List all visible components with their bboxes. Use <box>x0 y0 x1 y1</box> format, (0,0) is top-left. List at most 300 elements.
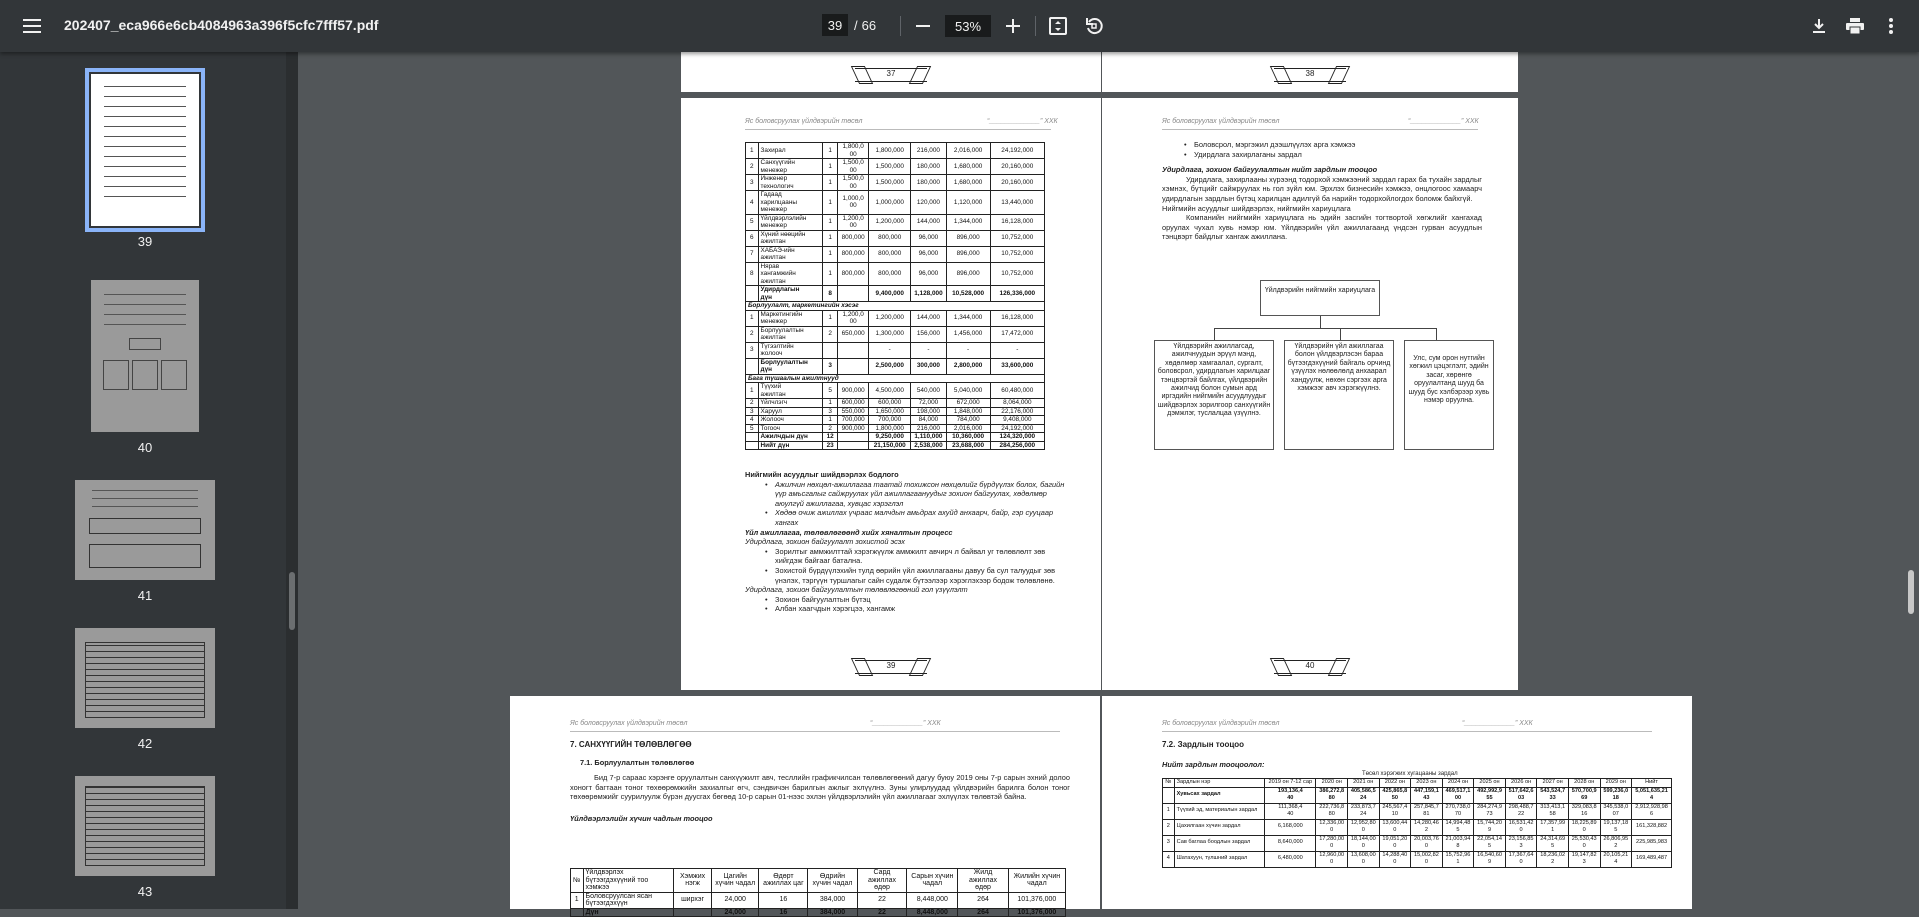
table-cell: 144,000 <box>911 310 947 326</box>
table-cell: 5 <box>823 383 838 399</box>
page-number-input[interactable] <box>822 14 848 36</box>
table-cell <box>837 342 868 358</box>
viewer-scrollbar-thumb[interactable] <box>1908 570 1914 614</box>
page-header-right: “_____________” ХХК <box>987 118 1058 125</box>
table-cell: 1,848,000 <box>946 407 990 416</box>
table-cell-label: Тогооч <box>758 424 823 433</box>
table-cell <box>746 286 759 302</box>
table-cell <box>823 342 838 358</box>
table-cell: 12 <box>823 433 838 442</box>
menu-button[interactable] <box>14 8 50 44</box>
table-cell: 9,400,000 <box>869 286 911 302</box>
table-cell-label: Ажилчдын дүн <box>758 433 823 442</box>
page-header-left: Яс боловсруулах үйлдвэрийн төсөл <box>1162 118 1280 125</box>
table-cell-label: Жолооч <box>758 416 823 425</box>
table-cell: 169,489,487 <box>1632 851 1672 867</box>
table-cell-label: Нийт дүн <box>758 441 823 450</box>
plus-icon <box>1006 19 1020 33</box>
table-cell: 12,960,00 0 <box>1316 851 1348 867</box>
table-cell: 469,517,1 00 <box>1442 787 1474 803</box>
page-number: 40 <box>1305 661 1315 670</box>
table-cell: 24,000 <box>711 908 759 917</box>
table-cell: 22,176,000 <box>990 407 1044 416</box>
thumbnail-label: 43 <box>137 884 153 899</box>
table-cell: 16,128,000 <box>990 214 1044 230</box>
table-row <box>746 342 1045 358</box>
table-cell: Өдөрт ажиллах цаг <box>759 869 808 893</box>
thumbnail-image <box>75 628 215 728</box>
table-cell: 700,000 <box>837 416 868 425</box>
document-viewer <box>298 52 1919 916</box>
thumbnail-label: 40 <box>137 440 153 455</box>
table-cell: 13,440,000 <box>990 191 1044 215</box>
table-cell: 5 <box>746 214 759 230</box>
table-cell: 10,360,000 <box>946 433 990 442</box>
table-row <box>746 358 1045 374</box>
table-cell: 144,000 <box>911 214 947 230</box>
table-cell: 1,200,0 00 <box>837 214 868 230</box>
bullet: • Удирдлага захирлаганы зардал <box>1182 150 1482 160</box>
bullet: • Зорилтыг аммжилттай хэрэгжүүлж аммжилт авчирч л байвал уг төлөвлөлт зөв хийгдэж байгааг батална. <box>763 547 1065 566</box>
table-row <box>1163 835 1672 851</box>
table-cell-label: ХАБАЭ-ийн ажилтан <box>758 246 823 262</box>
table-cell: 270,738,0 70 <box>1442 803 1474 819</box>
table-cell: 20,003,76 0 <box>1411 835 1443 851</box>
table-cell: 17,472,000 <box>990 326 1044 342</box>
bullet: • Зохион байгуулалтын бүтэц <box>763 595 1065 605</box>
table-cell: 5,051,635,21 4 <box>1632 787 1672 803</box>
table-cell <box>837 286 868 302</box>
table-cell: 386,272,8 80 <box>1316 787 1348 803</box>
print-button[interactable] <box>1837 8 1873 44</box>
table-cell: 298,488,7 22 <box>1505 803 1537 819</box>
table-cell: 3 <box>1163 835 1175 851</box>
table-cell: 17,367,64 0 <box>1505 851 1537 867</box>
page-separator: / <box>854 17 858 33</box>
table-cell: 1 <box>823 230 838 246</box>
thumbnail-page-39[interactable] <box>0 74 290 249</box>
subheading: Удирдлага, зохион байгуулалт зохистой эсэх <box>745 537 905 547</box>
table-row <box>1163 787 1672 803</box>
table-cell: № <box>571 869 584 893</box>
table-cell: 800,000 <box>869 230 911 246</box>
thumbnail-label: 42 <box>137 736 153 751</box>
table-cell: 1,500,0 00 <box>837 159 868 175</box>
table-cell: Жилийн хүчин чадал <box>1008 869 1065 893</box>
table-cell: 22,054,14 5 <box>1474 835 1506 851</box>
table-cell: 8,448,000 <box>907 892 958 908</box>
table-cell: 1 <box>1163 803 1175 819</box>
section-heading: 7.2. Зардлын тооцоо <box>1162 740 1245 749</box>
table-cell: 180,000 <box>911 159 947 175</box>
table-cell: 2,016,000 <box>946 424 990 433</box>
table-cell: 650,000 <box>837 326 868 342</box>
capacity-table <box>570 868 1066 917</box>
table-cell: 1,110,000 <box>911 433 947 442</box>
table-cell: № <box>1163 779 1175 788</box>
table-cell: 1,800,000 <box>869 143 911 159</box>
thumbnail-page-42[interactable] <box>0 628 290 751</box>
table-cell: 126,336,000 <box>990 286 1044 302</box>
table-cell: 16,540,60 9 <box>1474 851 1506 867</box>
table-cell: 3 <box>746 407 759 416</box>
table-cell: 800,000 <box>869 262 911 286</box>
table-cell: 180,000 <box>911 175 947 191</box>
table-cell: 72,000 <box>911 399 947 408</box>
page-number-badge <box>1274 658 1346 676</box>
table-cell: 23,156,85 3 <box>1505 835 1537 851</box>
table-cell: - <box>990 342 1044 358</box>
paragraph: Бид 7-р сараас хэрэнге оруулалтын санхүүжилт авч, тесллийн графикчилсан төлөвлөгөөний дагуу буюу 2019 оны 7-р сарын эхний долоо хоногт багтаан тоног төхөөрөмжийн захиалгыг өгч, сэндвичэн барилгын ажлыг эхлүүлнэ. Зуны улирлуудад үйлдвэрийн барилга болон тоног төхөөрөмжийг суурилуулж бүрэн дуусгах бөгөөд 10-р сарын 01-нээс эхлэн үйлдвэрлэлийн үйл ажиллагааг эхлүүлэх төлөвтэй байна. <box>570 773 1070 802</box>
table-row <box>746 143 1045 159</box>
table-cell-label: Түүхий эд, материалын зардал <box>1174 803 1265 819</box>
table-cell: 1,128,000 <box>911 286 947 302</box>
table-cell: 8 <box>746 262 759 286</box>
table-cell: 1 <box>823 310 838 326</box>
table-cell: 3 <box>823 358 838 374</box>
table-cell-label: Борлуулалтын ажилтан <box>758 326 823 342</box>
minus-icon <box>916 19 930 33</box>
table-cell: 896,000 <box>946 230 990 246</box>
table-cell: 284,256,000 <box>990 441 1044 450</box>
table-cell: 1,500,000 <box>869 159 911 175</box>
table-cell: 1,800,000 <box>869 424 911 433</box>
table-cell: 2022 он <box>1379 779 1411 788</box>
table-cell: 6,480,000 <box>1265 851 1316 867</box>
table-section-row <box>746 302 1045 311</box>
table-cell: 24,000 <box>711 892 759 908</box>
section-heading: Нийгмийн асуудлыг шийдвэрлэх бодлого <box>745 470 899 479</box>
table-cell: 800,000 <box>837 230 868 246</box>
menu-icon <box>23 19 41 33</box>
table-cell: 329,083,8 16 <box>1568 803 1600 819</box>
page-header-right: “_____________” ХХК <box>870 720 941 727</box>
table-cell-label: Борлуулалтын дүн <box>758 358 823 374</box>
table-cell: Нийт <box>1632 779 1672 788</box>
table-cell: 1,000,0 00 <box>837 191 868 215</box>
table-row <box>746 230 1045 246</box>
table-cell: 2 <box>823 424 838 433</box>
table-row <box>746 159 1045 175</box>
pdf-page-38 <box>1102 52 1518 92</box>
table-cell: - <box>869 342 911 358</box>
table-cell: 570,700,9 69 <box>1568 787 1600 803</box>
table-cell: 1,000,000 <box>869 191 911 215</box>
table-cell-label: Боловсруулсан ясан бүтээгдэхүүн <box>583 892 674 908</box>
table-cell: 2029 он <box>1600 779 1632 788</box>
chart-box-employees: Үйлдвэрийн ажиллагсад, ажилчнуудын эрүүл мэнд, хөдөлмөр хамгаалал, сургалт, боловсрол, удирдлагын харилцааг тэнцвэртэй байлгах, үйлдвэрийн ажилчид болон сумын ард иргэдийн нийгмийн асуудлуудыг шийдвэрлэх зорилгоор санхүүгийн дэмжлэг, туслалцаа үзүүлнэ. <box>1154 340 1274 450</box>
page-number-badge <box>1274 66 1346 84</box>
table-cell: 300,000 <box>911 358 947 374</box>
table-cell: - <box>911 342 947 358</box>
table-cell: 20,160,000 <box>990 159 1044 175</box>
table-cell: 264 <box>958 908 1008 917</box>
table-cell: 24,314,69 5 <box>1537 835 1569 851</box>
pdf-page-41 <box>510 696 1100 916</box>
table-cell: 2025 он <box>1474 779 1506 788</box>
download-button[interactable] <box>1801 8 1837 44</box>
table-cell-label: Санхүүгийн менежер <box>758 159 823 175</box>
table-cell: 16 <box>759 908 808 917</box>
table-row <box>746 286 1045 302</box>
table-cell: 2019 он 7-12 сар <box>1265 779 1316 788</box>
zoom-input[interactable] <box>945 15 991 37</box>
page-number-badge <box>855 658 927 676</box>
table-cell <box>837 441 868 450</box>
table-cell: 8,064,000 <box>990 399 1044 408</box>
page-header-right: “_____________” ХХК <box>1462 720 1533 727</box>
table-cell: 14,994,48 5 <box>1442 819 1474 835</box>
table-cell: 1,800,0 00 <box>837 143 868 159</box>
table-cell: 14,280,46 2 <box>1411 819 1443 835</box>
table-cell: 900,000 <box>837 424 868 433</box>
table-cell: 10,752,000 <box>990 246 1044 262</box>
table-cell: 1 <box>823 143 838 159</box>
table-cell: 84,000 <box>911 416 947 425</box>
subheading: Удирдлага, зохион байгуулалтын төлөвлөгөөний гол үзүүлэлт <box>745 585 968 595</box>
table-cell <box>746 441 759 450</box>
table-row <box>571 908 1066 917</box>
table-cell: Хэмжих нэгж <box>674 869 712 893</box>
page-header-left: Яс боловсруулах үйлдвэрийн төсөл <box>745 118 863 125</box>
table-row <box>1163 779 1672 788</box>
table-cell-label: Удирдлагын дүн <box>758 286 823 302</box>
rotate-icon <box>1085 17 1103 35</box>
table-cell: 543,524,7 33 <box>1537 787 1569 803</box>
table-cell <box>837 433 868 442</box>
table-cell: 19,137,18 5 <box>1600 819 1632 835</box>
table-cell: 12,336,00 0 <box>1316 819 1348 835</box>
zoom-out-button[interactable] <box>905 8 941 44</box>
table-cell: 2 <box>746 326 759 342</box>
table-cell: 1 <box>746 383 759 399</box>
table-cell: 1,500,000 <box>869 175 911 191</box>
thumbnail-page-43[interactable] <box>0 776 290 899</box>
table-cell <box>571 908 584 917</box>
table-cell: 284,274,9 73 <box>1474 803 1506 819</box>
table-cell: 33,600,000 <box>990 358 1044 374</box>
table-cell: 672,000 <box>946 399 990 408</box>
table-cell: 3 <box>823 407 838 416</box>
table-cell: 18,144,00 0 <box>1348 835 1380 851</box>
table-cell: 2 <box>746 399 759 408</box>
sidebar-scrollbar-thumb[interactable] <box>289 572 295 630</box>
page-header-left: Яс боловсруулах үйлдвэрийн төсөл <box>570 720 688 727</box>
table-cell: 225,985,983 <box>1632 835 1672 851</box>
table-cell: 156,000 <box>911 326 947 342</box>
table-cell: 96,000 <box>911 262 947 286</box>
table-cell: 1 <box>823 191 838 215</box>
table-cell: 3 <box>746 342 759 358</box>
table-cell: 19,051,20 0 <box>1379 835 1411 851</box>
viewer-scrollbar[interactable] <box>1903 52 1919 909</box>
table-cell: 1 <box>746 310 759 326</box>
table-cell: 15,744,20 9 <box>1474 819 1506 835</box>
table-cell: 21,150,000 <box>869 441 911 450</box>
table-cell: 111,368,4 40 <box>1265 803 1316 819</box>
table-cell: 1 <box>823 214 838 230</box>
table-cell: 1 <box>823 159 838 175</box>
bullet: • Албан хаагчдын хэрэгцээ, хангамж <box>763 604 1065 614</box>
thumbnail-page-40[interactable] <box>0 280 290 455</box>
download-icon <box>1811 18 1827 34</box>
table-cell-label: Хүний нөөцийн ажилтан <box>758 230 823 246</box>
table-cell: 8 <box>823 286 838 302</box>
sidebar-scrollbar[interactable] <box>286 52 298 909</box>
table-cell: Цагийн хүчин чадал <box>711 869 759 893</box>
table-cell: 1 <box>823 246 838 262</box>
table-cell: 4,500,000 <box>869 383 911 399</box>
table-cell: 1,650,000 <box>869 407 911 416</box>
subheading: 7.1. Борлуулалтын төлөвлөгөө <box>580 757 695 767</box>
thumbnail-page-41[interactable] <box>0 480 290 603</box>
subheading: Нийт зардлын тооцоолол: <box>1162 759 1265 769</box>
table-cell: 101,376,000 <box>1008 908 1065 917</box>
table-cell <box>746 358 759 374</box>
table-row <box>746 214 1045 230</box>
table-cell: 1 <box>571 892 584 908</box>
table-cell: 24,192,000 <box>990 424 1044 433</box>
paragraph: Компанийн нийгмийн хариуцлага нь эдийн засгийн тогтвортой хөгжлийг хангахад оруулах чухал хувь нэмэр юм. Үйлдвэрийн үйл ажиллагаанд үндсэн гурван асуудлын тэнцвэрт байдлыг хангаж ажиллана. <box>1162 213 1482 242</box>
table-cell: 101,376,000 <box>1008 892 1065 908</box>
zoom-in-button[interactable] <box>995 8 1031 44</box>
table-cell: 222,736,8 80 <box>1316 803 1348 819</box>
table-cell: 2027 он <box>1537 779 1569 788</box>
table-cell: 2,800,000 <box>946 358 990 374</box>
table-cell: 2 <box>1163 819 1175 835</box>
table-cell: 2,912,928,98 6 <box>1632 803 1672 819</box>
thumbnail-image <box>75 480 215 580</box>
more-vert-icon <box>1889 18 1893 34</box>
bullet: • Боловсрол, мэргэжил дээшлүүлэх арга хэмжээ <box>1182 140 1482 150</box>
more-actions-button[interactable] <box>1873 8 1909 44</box>
table-cell: 1,680,000 <box>946 175 990 191</box>
table-cell-label: Хувьсах зардал <box>1174 787 1265 803</box>
table-cell: 198,000 <box>911 407 947 416</box>
table-cell: 16,531,42 0 <box>1505 819 1537 835</box>
table-cell: 896,000 <box>946 262 990 286</box>
table-row <box>746 441 1045 450</box>
page-selector <box>822 14 876 36</box>
table-cell: 1,500,0 00 <box>837 175 868 191</box>
table-cell-label: Гадаад харилцааны менежер <box>758 191 823 215</box>
table-row <box>1163 851 1672 867</box>
table-cell: 20,105,21 4 <box>1600 851 1632 867</box>
table-caption: Үйлдвэрлэлийн хүчин чадлын тооцоо <box>570 813 713 823</box>
table-cell: 14,288,40 0 <box>1379 851 1411 867</box>
table-cell-label: Нярав хангамжийн ажилтан <box>758 262 823 286</box>
table-cell: 2026 он <box>1505 779 1537 788</box>
table-cell: 8,640,000 <box>1265 835 1316 851</box>
table-cell: 10,752,000 <box>990 262 1044 286</box>
table-cell: 1,300,000 <box>869 326 911 342</box>
thumbnail-image <box>91 280 199 432</box>
table-cell: 233,873,7 24 <box>1348 803 1380 819</box>
table-cell: 4 <box>1163 851 1175 867</box>
table-cell: 124,320,000 <box>990 433 1044 442</box>
chart-box-top: Үйлдвэрийн нийгмийн хариуцлага <box>1260 280 1380 316</box>
table-cell: 18,236,02 2 <box>1537 851 1569 867</box>
table-cell: 1,200,000 <box>869 310 911 326</box>
table-cell: 257,845,7 81 <box>1411 803 1443 819</box>
table-row <box>746 262 1045 286</box>
chart-box-community: Улс, сум орон нутгийн хөгжил цэцэглэлт, эдийн засаг, хөрөнгө оруулалтанд шууд ба шууд бус хэлбэрээр хувь нэмэр оруулна. <box>1404 340 1494 450</box>
table-cell: 800,000 <box>869 246 911 262</box>
total-pages: 66 <box>861 17 877 33</box>
table-cell: 15,002,82 0 <box>1411 851 1443 867</box>
cost-table <box>1162 778 1672 868</box>
table-cell: 1,344,000 <box>946 310 990 326</box>
table-cell-label: Үйлдвэрлэх бүтээгдэхүүний тоо хэмжээ <box>583 869 674 893</box>
zoom-controls <box>896 8 1112 44</box>
table-cell: 900,000 <box>837 383 868 399</box>
section-heading: 7. САНХҮҮГИЙН ТӨЛӨВЛӨГӨӨ <box>570 740 692 749</box>
table-cell: 599,236,0 18 <box>1600 787 1632 803</box>
table-cell: 22 <box>857 892 907 908</box>
pdf-toolbar <box>0 0 1919 52</box>
paragraph: Удирдлага, захирлааны хүрээнд тодорхой хэмжээний зардал гарах ба тухайн зардлыг хэмнэх, бүтцийг сайжруулах нь гол зүйл юм. Эрхлэх бизнесийн хэмжээ, онцлогоос хамаарч удирдлагын зардлын бүтэц харилцан адилгүй ба нарийн тодорхойлогдох боломж байхгүй. <box>1162 174 1482 203</box>
table-cell: 517,642,6 03 <box>1505 787 1537 803</box>
table-cell: 8,448,000 <box>907 908 958 917</box>
table-cell-label: Үйлчлэгч <box>758 399 823 408</box>
table-cell: 26,806,95 2 <box>1600 835 1632 851</box>
table-cell: - <box>946 342 990 358</box>
table-section-label: Бага түшаалын ажилтнууд <box>746 374 1045 383</box>
table-row <box>746 407 1045 416</box>
fit-to-page-button[interactable] <box>1040 8 1076 44</box>
table-row <box>1163 803 1672 819</box>
table-cell: 17,280,00 0 <box>1316 835 1348 851</box>
table-cell: 16 <box>759 892 808 908</box>
thumbnail-image <box>91 74 199 226</box>
table-cell: 425,865,8 50 <box>1379 787 1411 803</box>
table-cell-label: Түгээлтийн жолооч <box>758 342 823 358</box>
table-cell: 384,000 <box>808 908 857 917</box>
table-cell: 6,168,000 <box>1265 819 1316 835</box>
table-cell-label: Үйлдвэрлэлийн менежер <box>758 214 823 230</box>
table-cell: 800,000 <box>837 246 868 262</box>
table-cell: 23 <box>823 441 838 450</box>
table-cell: 800,000 <box>837 262 868 286</box>
table-row <box>746 416 1045 425</box>
table-cell: Сард ажиллах өдөр <box>857 869 907 893</box>
table-cell-label: Захирал <box>758 143 823 159</box>
page-number: 37 <box>886 69 896 78</box>
table-cell: 2020 он <box>1316 779 1348 788</box>
table-cell: 1 <box>823 399 838 408</box>
table-cell: 5,040,000 <box>946 383 990 399</box>
bullet: • Хөдөө очиж ажиллах үчраас малчдын амьдрах ахуйд анхаарч, байр, гэр сууцаар хангах <box>763 508 1065 527</box>
table-cell: 1 <box>823 175 838 191</box>
thumbnail-sidebar <box>0 52 290 909</box>
table-cell: 3 <box>746 175 759 191</box>
table-row <box>571 869 1066 893</box>
table-cell: 22 <box>857 908 907 917</box>
divider <box>900 16 901 36</box>
rotate-button[interactable] <box>1076 8 1112 44</box>
table-cell: 216,000 <box>911 143 947 159</box>
table-cell: 25,530,43 0 <box>1568 835 1600 851</box>
page-40-text <box>1162 140 1482 242</box>
table-cell: 784,000 <box>946 416 990 425</box>
table-cell: 16,128,000 <box>990 310 1044 326</box>
table-cell: 1,344,000 <box>946 214 990 230</box>
table-cell: 550,000 <box>837 407 868 416</box>
table-cell: 384,000 <box>808 892 857 908</box>
table-cell-label: Шатахуун, түлшний зардал <box>1174 851 1265 867</box>
table-cell <box>1163 787 1175 803</box>
table-cell: 96,000 <box>911 246 947 262</box>
